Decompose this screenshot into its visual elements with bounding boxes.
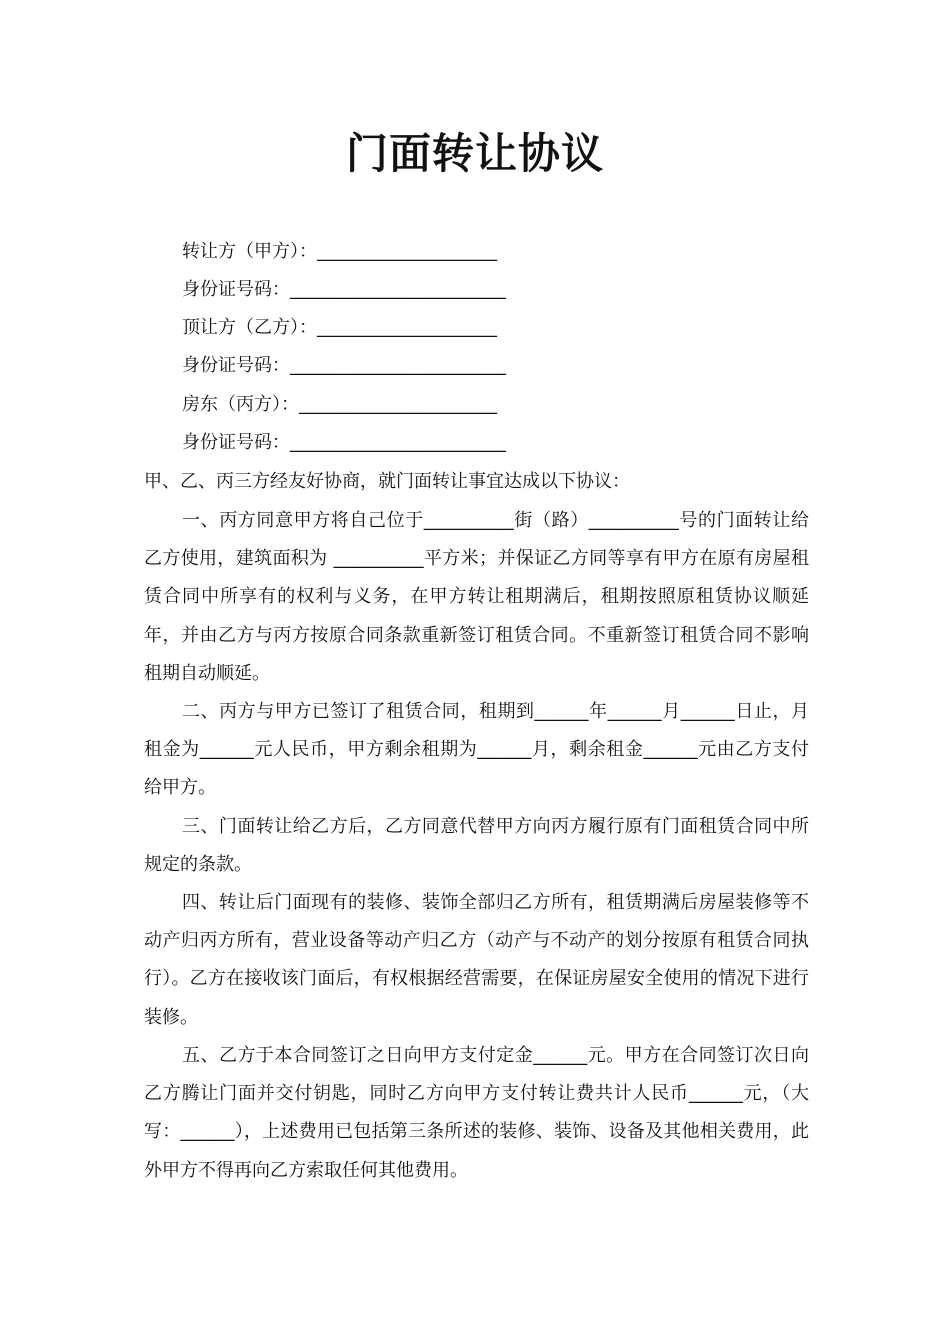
clause-1: 一、丙方同意甲方将自己位于__________街（路）__________号的门面转让给乙方使用，建筑面积为 __________平方米；并保证乙方同等享有甲方在原有房屋租赁合同中所享有的权利与义务，在甲方转让租期满后，租期按照原租赁协议顺延 年，并由乙方与丙方按原合同条款重新签订租赁合同。不重新签订租赁合同不影响租期自动顺延。	[144, 510, 809, 684]
transferee-id-field: 身份证号码：________________________	[182, 355, 506, 376]
landlord-field: 房东（丙方）：______________________	[182, 394, 497, 415]
clause-3: 三、门面转让给乙方后，乙方同意代替甲方向丙方履行原有门面租赁合同中所规定的条款。	[144, 816, 809, 876]
clause-5: 五、乙方于本合同签订之日向甲方支付定金______元。甲方在合同签订次日向乙方腾让门面并交付钥匙，同时乙方向甲方支付转让费共计人民币______元，（大写：______），上述费用已包括第三条所述的装修、装饰、设备及其他相关费用，此外甲方不得再向乙方索取任何其他费用。	[144, 1045, 809, 1181]
transferor-id-field: 身份证号码：________________________	[182, 279, 506, 300]
transferor-field: 转让方（甲方）：____________________	[182, 241, 497, 262]
clause-2: 二、丙方与甲方已签订了租赁合同，租期到______年______月______日止，月租金为______元人民币，甲方剩余租期为______月，剩余租金______元由乙方支付给甲方。	[144, 701, 809, 799]
clause-4: 四、转让后门面现有的装修、装饰全部归乙方所有，租赁期满后房屋装修等不动产归丙方所有，营业设备等动产归乙方（动产与不动产的划分按原有租赁合同执行）。乙方在接收该门面后，有权根据经营需要，在保证房屋安全使用的情况下进行装修。	[144, 892, 809, 1028]
agreement-intro: 甲、乙、丙三方经友好协商，就门面转让事宜达成以下协议：	[144, 471, 630, 492]
transferee-field: 顶让方（乙方）：____________________	[182, 317, 497, 338]
landlord-id-field: 身份证号码：________________________	[182, 432, 506, 453]
document-title: 门面转让协议	[345, 129, 604, 178]
